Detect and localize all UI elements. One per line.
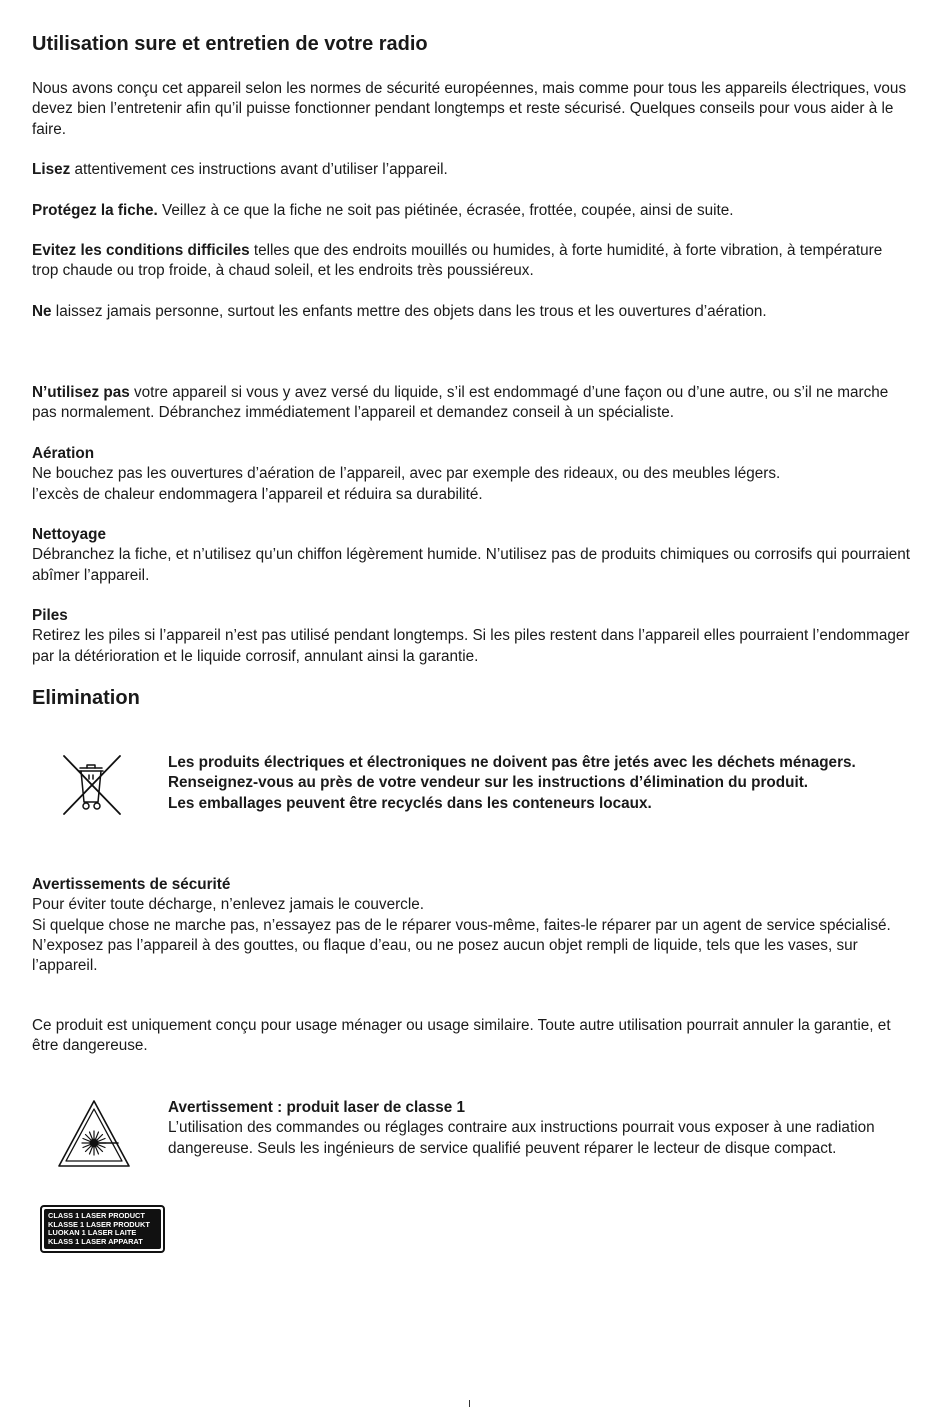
never-keyword: Ne	[32, 303, 52, 320]
laser-warning-section	[168, 1098, 908, 1159]
disposal-title: Elimination	[32, 687, 140, 709]
safety-warnings-section	[32, 875, 912, 976]
cleaning-text: Débranchez la fiche, et n’utilisez qu’un chiffon légèrement humide. N’utilisez pas de produits chimiques ou corrosifs qui pourraient abîmer l’appareil.	[32, 546, 911, 584]
laser-warning-heading: Avertissement : produit laser de classe 1	[168, 1099, 465, 1116]
read-instructions-paragraph	[32, 160, 912, 180]
safety-warning-line-1: Pour éviter toute décharge, n’enlevez jamais le couvercle.	[32, 896, 424, 914]
ventilation-section	[32, 444, 912, 505]
safety-warning-line-3: N’exposez pas l’appareil à des gouttes, ou flaque d’eau, ou ne posez aucun objet rempli de liquide, tels que les vases, sur l’appareil.	[32, 936, 858, 975]
laser-label-line-1: CLASS 1 LASER PRODUCT	[48, 1211, 145, 1220]
protect-keyword: Protégez la fiche.	[32, 202, 158, 219]
never-text: laissez jamais personne, surtout les enfants mettre des objets dans les trous et les ouvertures d’aération.	[51, 303, 767, 320]
crossed-out-wheelie-bin-icon	[60, 752, 124, 818]
avoid-conditions-paragraph	[32, 241, 912, 282]
weee-notice	[168, 753, 908, 814]
batteries-text: Retirez les piles si l’appareil n’est pas utilisé pendant longtemps. Si les piles restent dans l’appareil elles pourraient l’endommager par la détérioration et le liquide corrosif, annulant ainsi la garantie.	[32, 627, 910, 665]
read-text: attentivement ces instructions avant d’utiliser l’appareil.	[70, 161, 448, 178]
ventilation-line-1: Ne bouchez pas les ouvertures d’aération de l’appareil, avec par exemple des rideaux, ou des meubles légers.	[32, 465, 781, 483]
cleaning-heading: Nettoyage	[32, 526, 106, 543]
batteries-section	[32, 606, 912, 667]
usage-paragraph: Ce produit est uniquement conçu pour usage ménager ou usage similaire. Toute autre utilisation pourrait annuler la garantie, et être dangereuse.	[32, 1017, 891, 1055]
laser-warning-text: L’utilisation des commandes ou réglages contraire aux instructions pourrait vous exposer à une radiation dangereuse. Seuls les ingénieurs de service qualifié peuvent réparer le lecteur de disque compact.	[168, 1119, 875, 1157]
laser-label-text	[44, 1209, 161, 1249]
laser-label-line-4: KLASS 1 LASER APPARAT	[48, 1236, 143, 1246]
page-title: Utilisation sure et entretien de votre radio	[32, 33, 428, 55]
protect-plug-paragraph	[32, 201, 912, 221]
cleaning-section	[32, 525, 912, 586]
ventilation-line-2: l’excès de chaleur endommagera l’appareil et réduira sa durabilité.	[32, 485, 483, 503]
laser-label-line-2: KLASSE 1 LASER PRODUKT	[48, 1219, 150, 1229]
protect-text: Veillez à ce que la fiche ne soit pas piétinée, écrasée, frottée, coupée, ainsi de suite.	[157, 202, 734, 219]
avoid-keyword: Evitez les conditions difficiles	[32, 242, 250, 259]
never-paragraph	[32, 302, 912, 322]
intro-paragraph: Nous avons conçu cet appareil selon les normes de sécurité européennes, mais comme pour tous les appareils électriques, vous devez bien l’entretenir afin qu’il puisse fonctionner pendant longtemps et reste sécurisé. Quelques conseils pour vous aider à le faire.	[32, 80, 907, 138]
laser-label-line-3: LUOKAN 1 LASER LAITE	[48, 1228, 137, 1238]
weee-notice-line-2: Les emballages peuvent être recyclés dans les conteneurs locaux.	[168, 794, 652, 812]
ventilation-heading: Aération	[32, 445, 95, 462]
page-edge-mark	[469, 1400, 470, 1407]
avoid-text: telles que des endroits mouillés ou humides, à forte humidité, à forte vibration, à température trop chaude ou trop froide, à chaud soleil, et les endroits très poussiéreux.	[32, 242, 883, 280]
safety-warning-line-2: Si quelque chose ne marche pas, n’essayez pas de le réparer vous-même, faites-le réparer par un agent de service spécialisé.	[32, 916, 891, 934]
dont-use-keyword: N’utilisez pas	[32, 384, 130, 401]
safety-warnings-heading: Avertissements de sécurité	[32, 876, 231, 893]
weee-notice-line-1: Les produits électriques et électroniques ne doivent pas être jetés avec les déchets ménagers. Renseignez-vous au près de votre vendeur sur les instructions d’élimination du produit.	[168, 754, 856, 792]
laser-warning-triangle-icon	[56, 1098, 132, 1170]
dont-use-text: votre appareil si vous y avez versé du liquide, s’il est endommagé d’une façon ou d’une autre, ou s’il ne marche pas normalement. Débranchez immédiatement l’appareil et demandez conseil à un spécialiste.	[32, 384, 889, 422]
batteries-heading: Piles	[32, 607, 68, 624]
read-keyword: Lisez	[32, 161, 71, 178]
class-1-laser-label	[40, 1205, 165, 1253]
dont-use-paragraph	[32, 383, 912, 424]
